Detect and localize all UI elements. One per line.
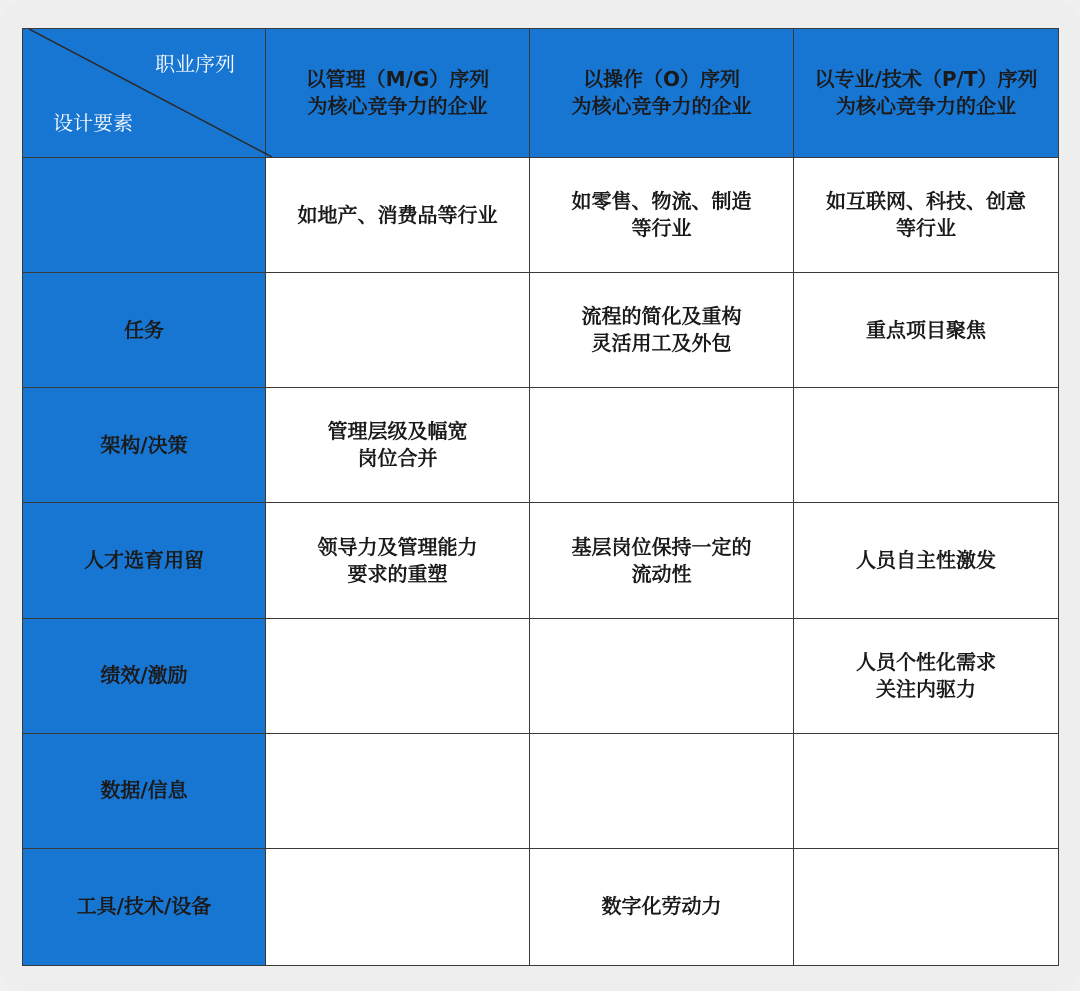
table-cell bbox=[530, 848, 794, 965]
table-row bbox=[23, 503, 1059, 618]
table-cell bbox=[266, 733, 530, 848]
table-cell bbox=[266, 388, 530, 503]
table-cell bbox=[794, 733, 1059, 848]
column-header-management bbox=[266, 29, 530, 158]
table-cell bbox=[530, 618, 794, 733]
table-cell bbox=[530, 158, 794, 273]
corner-header-cell bbox=[23, 29, 266, 158]
cell-line: 关注内驱力 bbox=[876, 676, 976, 701]
table-row bbox=[23, 388, 1059, 503]
table-cell bbox=[794, 158, 1059, 273]
cell-line: 如地产、消费品等行业 bbox=[297, 202, 498, 227]
table-cell bbox=[794, 848, 1059, 965]
cell-line: 如零售、物流、制造 bbox=[571, 189, 752, 214]
table-row bbox=[23, 733, 1059, 848]
table-cell bbox=[530, 273, 794, 388]
table-row bbox=[23, 158, 1059, 273]
cell-line: 领导力及管理能力 bbox=[317, 534, 478, 559]
table-cell bbox=[266, 848, 530, 965]
column-header-line: 为核心竞争力的企业 bbox=[836, 94, 1016, 119]
row-header-tools: 工具/技术/设备 bbox=[23, 848, 266, 965]
column-header-line: 以专业/技术（P/T）序列 bbox=[814, 67, 1038, 92]
row-header-talent: 人才选育用留 bbox=[23, 503, 266, 618]
table-cell bbox=[266, 618, 530, 733]
cell-line: 要求的重塑 bbox=[347, 561, 448, 586]
diagonal-divider bbox=[29, 29, 272, 157]
cell-line: 等行业 bbox=[896, 216, 956, 241]
row-header-performance: 绩效/激励 bbox=[23, 618, 266, 733]
cell-line: 如互联网、科技、创意 bbox=[826, 189, 1026, 214]
column-header-line: 以操作（O）序列 bbox=[582, 67, 740, 92]
cell-line: 流动性 bbox=[631, 561, 692, 586]
column-header-line: 以管理（M/G）序列 bbox=[305, 67, 490, 92]
cell-line: 管理层级及幅宽 bbox=[327, 419, 468, 444]
comparison-table bbox=[22, 28, 1059, 966]
cell-line: 等行业 bbox=[631, 216, 692, 241]
row-header-industry bbox=[23, 158, 266, 273]
table-cell bbox=[530, 733, 794, 848]
cell-line: 人员自主性激发 bbox=[856, 548, 996, 572]
row-header-structure: 架构/决策 bbox=[23, 388, 266, 503]
table-cell bbox=[266, 273, 530, 388]
column-header-line: 为核心竞争力的企业 bbox=[571, 94, 752, 119]
cell-line: 岗位合并 bbox=[357, 446, 438, 471]
table-cell bbox=[266, 158, 530, 273]
table-cell bbox=[794, 388, 1059, 503]
column-header-operation bbox=[530, 29, 794, 158]
cell-line: 基层岗位保持一定的 bbox=[571, 534, 752, 559]
table-row bbox=[23, 618, 1059, 733]
table-cell bbox=[266, 503, 530, 618]
table-cell bbox=[794, 273, 1059, 388]
design-elements-label: 设计要素 bbox=[53, 111, 133, 136]
row-header-data: 数据/信息 bbox=[23, 733, 266, 848]
cell-line: 流程的简化及重构 bbox=[581, 304, 742, 329]
cell-line: 数字化劳动力 bbox=[601, 894, 722, 919]
cell-line: 灵活用工及外包 bbox=[591, 331, 732, 356]
table-cell bbox=[794, 618, 1059, 733]
cell-line: 重点项目聚焦 bbox=[866, 317, 986, 342]
table-header-row bbox=[23, 29, 1059, 158]
table-row bbox=[23, 848, 1059, 965]
row-header-task: 任务 bbox=[23, 273, 266, 388]
cell-line: 人员个性化需求 bbox=[856, 649, 996, 674]
table-cell bbox=[530, 503, 794, 618]
career-sequence-label: 职业序列 bbox=[155, 52, 235, 77]
table-row bbox=[23, 273, 1059, 388]
table-cell bbox=[530, 388, 794, 503]
column-header-professional bbox=[794, 29, 1059, 158]
column-header-line: 为核心竞争力的企业 bbox=[307, 94, 488, 119]
table-cell bbox=[794, 503, 1059, 618]
